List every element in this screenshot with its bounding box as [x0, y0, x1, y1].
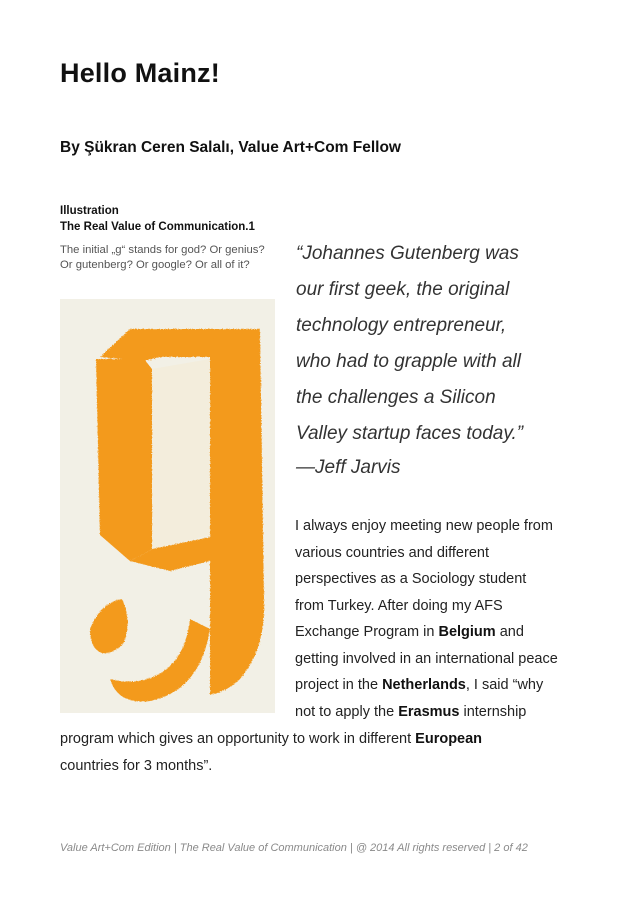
quote-line: our first geek, the original	[296, 279, 510, 300]
body-line	[60, 726, 600, 753]
body-line: I always enjoy meeting new people from	[295, 518, 553, 534]
emphasis-european: European	[415, 731, 483, 747]
emphasis-belgium: Belgium	[438, 624, 496, 640]
page-title: Hello Mainz!	[60, 58, 220, 88]
body-text-column	[295, 513, 595, 725]
body-line: getting involved in an international peace	[295, 650, 558, 667]
body-line: countries for 3 months”.	[60, 757, 213, 774]
body-line: from Turkey. After doing my AFS	[295, 597, 503, 614]
gothic-letter-g-illustration	[60, 299, 275, 713]
author-byline: By Şükran Ceren Salalı, Value Art+Com Fellow	[60, 139, 401, 156]
body-text: program which gives an opportunity to work in different	[60, 731, 416, 747]
body-line	[295, 619, 595, 646]
emphasis-erasmus: Erasmus	[398, 703, 460, 720]
body-line	[295, 699, 595, 726]
page-footer: Value Art+Com Edition | The Real Value of Communication | @ 2014 All rights reserved | 2 of 42	[60, 842, 528, 854]
caption-line: The initial „g“ stands for god? Or genius?	[60, 244, 265, 256]
body-line	[295, 672, 595, 699]
quote-line: Valley startup faces today.”	[296, 423, 524, 444]
emphasis-netherlands: Netherlands	[382, 677, 466, 693]
body-text: , I said “why	[465, 677, 544, 693]
quote-attribution: —Jeff Jarvis	[296, 457, 401, 478]
body-line: perspectives as a Sociology student	[295, 571, 527, 587]
body-text: project in the	[295, 677, 383, 693]
illustration-heading	[60, 203, 290, 235]
illustration-caption	[60, 243, 290, 273]
pull-quote	[296, 236, 596, 452]
body-text: not to apply the	[295, 703, 399, 720]
illustration-label: Illustration	[60, 205, 119, 217]
quote-line: who had to grapple with all	[296, 351, 521, 372]
body-text-continuation	[60, 726, 600, 779]
quote-line: the challenges a Silicon	[296, 387, 496, 408]
quote-line: technology entrepreneur,	[296, 315, 507, 336]
caption-line: Or gutenberg? Or google? Or all of it?	[60, 259, 250, 271]
quote-line: “Johannes Gutenberg was	[296, 243, 519, 264]
illustration-name: The Real Value of Communication.1	[60, 221, 255, 233]
gothic-letter-g-icon	[60, 299, 275, 713]
body-text: and	[495, 624, 524, 640]
body-line: various countries and different	[295, 544, 489, 561]
body-text: Exchange Program in	[295, 624, 439, 640]
body-text: internship	[459, 703, 527, 720]
